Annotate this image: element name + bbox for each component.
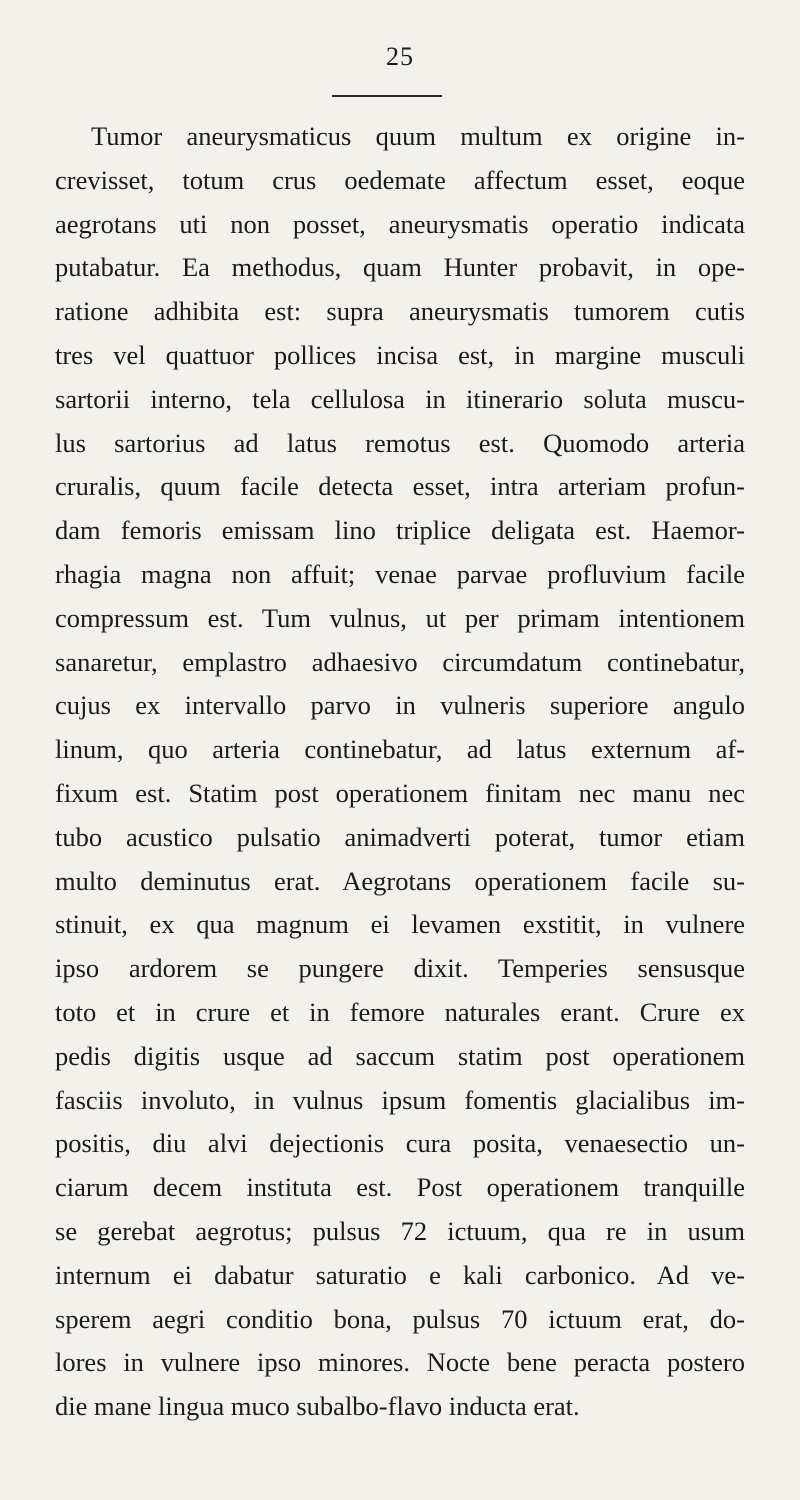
text-line: ciarum decem instituta est. Post operationem tranquille — [55, 1172, 745, 1203]
page-number: 25 — [386, 42, 414, 71]
text-line: pedis digitis usque ad saccum statim post operationem — [55, 1040, 745, 1071]
text-line: rhagia magna non affuit; venae parvae profluvium facile — [55, 558, 745, 589]
text-line: sartorii interno, tela cellulosa in itinerario soluta muscu- — [55, 383, 745, 414]
text-line: die mane lingua muco subalbo-flavo inducta erat. — [55, 1391, 580, 1422]
text-line: toto et in crure et in femore naturales erant. Crure ex — [55, 996, 745, 1027]
text-line: multo deminutus erat. Aegrotans operationem facile su- — [55, 865, 745, 896]
text-line: cruralis, quum facile detecta esset, intra arteriam profun- — [55, 471, 745, 502]
text-line: aegrotans uti non posset, aneurysmatis operatio indicata — [55, 208, 745, 239]
text-line: sperem aegri conditio bona, pulsus 70 ictuum erat, do- — [55, 1303, 745, 1334]
text-line: tres vel quattuor pollices incisa est, in margine musculi — [55, 339, 745, 370]
text-line: crevisset, totum crus oedemate affectum esset, eoque — [55, 164, 745, 195]
body-text — [55, 115, 745, 1429]
text-line: sanaretur, emplastro adhaesivo circumdatum continebatur, — [55, 646, 745, 677]
text-line: internum ei dabatur saturatio e kali carbonico. Ad ve- — [55, 1259, 745, 1290]
text-line: tubo acustico pulsatio animadverti poterat, tumor etiam — [55, 821, 745, 852]
text-line: lus sartorius ad latus remotus est. Quomodo arteria — [55, 427, 745, 458]
text-line: fasciis involuto, in vulnus ipsum fomentis glacialibus im- — [55, 1084, 745, 1115]
text-line: positis, diu alvi dejectionis cura posita, venaesectio un- — [55, 1128, 745, 1159]
text-line: lores in vulnere ipso minores. Nocte bene peracta postero — [55, 1347, 745, 1378]
text-line: se gerebat aegrotus; pulsus 72 ictuum, qua re in usum — [55, 1215, 745, 1246]
text-line: stinuit, ex qua magnum ei levamen exstitit, in vulnere — [55, 909, 745, 940]
text-line: ipso ardorem se pungere dixit. Temperies sensusque — [55, 953, 745, 984]
page-number-rule — [332, 95, 442, 97]
text-line: linum, quo arteria continebatur, ad latus externum af- — [55, 734, 745, 765]
text-line: ratione adhibita est: supra aneurysmatis tumorem cutis — [55, 296, 745, 327]
text-line: cujus ex intervallo parvo in vulneris superiore angulo — [55, 690, 745, 721]
text-line: putabatur. Ea methodus, quam Hunter probavit, in ope- — [55, 252, 745, 283]
text-line: fixum est. Statim post operationem finitam nec manu nec — [55, 777, 745, 808]
text-line: dam femoris emissam lino triplice deligata est. Haemor- — [55, 515, 745, 546]
text-line: compressum est. Tum vulnus, ut per primam intentionem — [55, 602, 745, 633]
text-line: Tumor aneurysmaticus quum multum ex origine in- — [91, 121, 745, 151]
